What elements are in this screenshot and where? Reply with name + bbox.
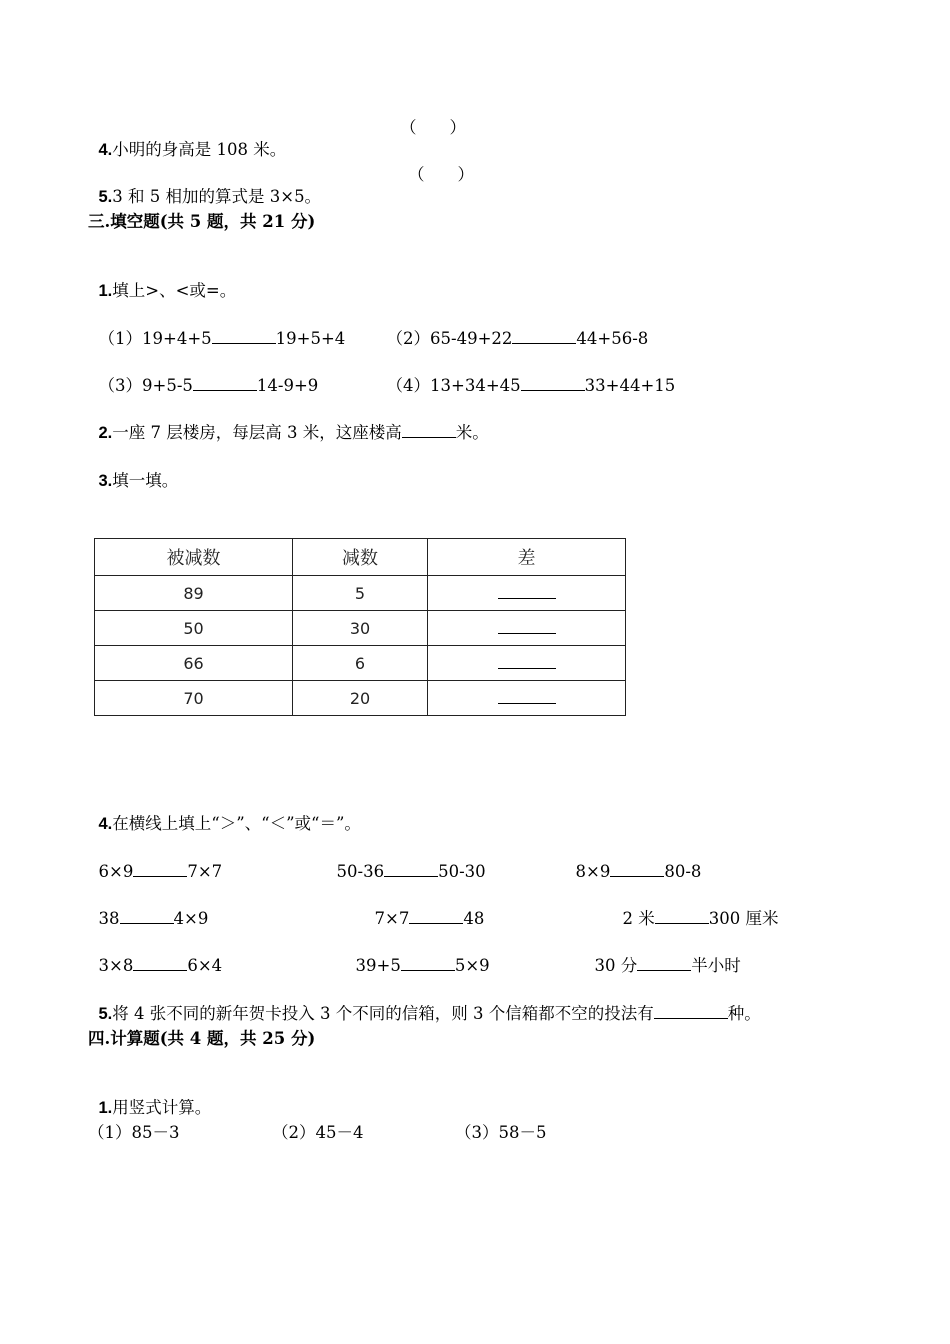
cell-difference: [428, 646, 626, 681]
expr-right: 80-8: [664, 862, 702, 881]
item-number: 4.: [98, 815, 113, 833]
compare-item: [584, 933, 741, 977]
expr-right: 14-9+9: [256, 376, 319, 395]
answer-blank[interactable]: [498, 619, 556, 634]
item-number: 2.: [98, 424, 113, 442]
expr-left: 50-36: [336, 862, 385, 881]
expr-left: （4）13+34+45: [386, 376, 521, 395]
compare-item: [326, 839, 486, 883]
answer-blank[interactable]: [212, 328, 276, 344]
answer-blank[interactable]: [133, 861, 187, 877]
question-text: 用竖式计算。: [112, 1098, 212, 1117]
compare-item: [345, 933, 490, 977]
expr-right: 44+56-8: [576, 329, 649, 348]
question-1: [88, 258, 236, 302]
answer-blank[interactable]: [654, 1003, 728, 1019]
expr-right: 7×7: [187, 862, 223, 881]
table-row: [95, 611, 626, 646]
cell-minuend: 70: [95, 681, 293, 716]
question-text: 将 4 张不同的新年贺卡投入 3 个不同的信箱，则 3 个信箱都不空的投法有: [112, 1004, 654, 1023]
compare-item-2: [376, 306, 648, 350]
judge-item-4: [88, 117, 286, 161]
answer-blank[interactable]: [133, 955, 187, 971]
table-row: [95, 681, 626, 716]
item-number: 5.: [98, 188, 113, 206]
section-title-4: 四.计算题(共 4 题，共 25 分): [88, 1029, 316, 1048]
expr-left: （2）65-49+22: [386, 329, 513, 348]
expr-left: 2 米: [622, 909, 655, 928]
item-number: 4.: [98, 141, 113, 159]
cell-difference: [428, 611, 626, 646]
subtraction-table: [94, 538, 626, 716]
expr-left: （3）9+5-5: [98, 376, 193, 395]
expr-left: （1）19+4+5: [98, 329, 212, 348]
expr-left: 3×8: [98, 956, 134, 975]
question-5: [88, 981, 761, 1025]
expr-right: 33+44+15: [584, 376, 676, 395]
compare-item: [88, 839, 222, 883]
answer-blank[interactable]: [521, 375, 585, 391]
expr-right: 6×4: [187, 956, 223, 975]
answer-blank[interactable]: [401, 955, 455, 971]
compare-item: [612, 886, 779, 930]
item-number: 3.: [98, 472, 113, 490]
expr-left: 6×9: [98, 862, 134, 881]
expr-right: 50-30: [438, 862, 486, 881]
question-4: [88, 791, 361, 835]
compare-item: [88, 886, 208, 930]
answer-blank[interactable]: [610, 861, 664, 877]
table-row: [95, 646, 626, 681]
cell-subtrahend: 20: [293, 681, 428, 716]
calc-question-1: [88, 1075, 211, 1119]
expr-left: 8×9: [575, 862, 611, 881]
cell-difference: [428, 576, 626, 611]
cell-minuend: 66: [95, 646, 293, 681]
answer-blank[interactable]: [637, 955, 691, 971]
judge-item-5: [88, 164, 321, 208]
header-minuend: 被减数: [95, 539, 293, 576]
question-3: [88, 448, 178, 492]
item-number: 1.: [98, 282, 113, 300]
cell-subtrahend: 5: [293, 576, 428, 611]
answer-blank[interactable]: [409, 908, 463, 924]
expr-left: 38: [98, 909, 120, 928]
expr-right: 4×9: [173, 909, 209, 928]
compare-item: [88, 933, 222, 977]
question-text: 填一填。: [112, 471, 179, 490]
section-title-3: 三.填空题(共 5 题，共 21 分): [88, 212, 316, 231]
compare-item-1: [88, 306, 345, 350]
answer-blank[interactable]: [498, 689, 556, 704]
expr-left: 30 分: [594, 956, 638, 975]
calc-item-1: （1）85－3: [88, 1123, 180, 1142]
calc-item-3: （3）58－5: [455, 1123, 547, 1142]
expr-right: 19+5+4: [275, 329, 346, 348]
header-difference: 差: [428, 539, 626, 576]
answer-blank[interactable]: [120, 908, 174, 924]
expr-left: 7×7: [374, 909, 410, 928]
cell-subtrahend: 30: [293, 611, 428, 646]
item-number: 1.: [98, 1099, 113, 1117]
expr-right: 48: [463, 909, 485, 928]
question-text: 填上>、<或=。: [112, 281, 237, 300]
question-text-end: 种。: [727, 1004, 761, 1023]
compare-item-4: [376, 353, 675, 397]
cell-minuend: 89: [95, 576, 293, 611]
answer-paren[interactable]: （ ）: [408, 165, 474, 184]
table-row: [95, 576, 626, 611]
answer-blank[interactable]: [655, 908, 709, 924]
question-text-end: 米。: [455, 423, 489, 442]
expr-right: 300 厘米: [708, 909, 779, 928]
header-subtrahend: 减数: [293, 539, 428, 576]
cell-minuend: 50: [95, 611, 293, 646]
answer-blank[interactable]: [384, 861, 438, 877]
answer-blank[interactable]: [193, 375, 257, 391]
cell-difference: [428, 681, 626, 716]
question-text: 一座 7 层楼房，每层高 3 米，这座楼高: [112, 423, 402, 442]
answer-paren[interactable]: （ ）: [400, 118, 466, 137]
item-text: 小明的身高是 108 米。: [112, 140, 287, 159]
item-text: 3 和 5 相加的算式是 3×5。: [112, 187, 322, 206]
expr-left: 39+5: [355, 956, 401, 975]
table-header-row: [95, 539, 626, 576]
compare-item: [364, 886, 484, 930]
answer-blank[interactable]: [498, 654, 556, 669]
compare-item-3: [88, 353, 318, 397]
question-text: 在横线上填上“＞”、“＜”或“＝”。: [112, 814, 361, 833]
calc-item-2: （2）45－4: [272, 1123, 364, 1142]
answer-blank[interactable]: [512, 328, 576, 344]
item-number: 5.: [98, 1005, 113, 1023]
expr-right: 半小时: [691, 956, 741, 975]
question-2: [88, 400, 489, 444]
answer-blank[interactable]: [498, 584, 556, 599]
expr-right: 5×9: [454, 956, 490, 975]
cell-subtrahend: 6: [293, 646, 428, 681]
compare-item: [565, 839, 701, 883]
answer-blank[interactable]: [402, 422, 456, 438]
